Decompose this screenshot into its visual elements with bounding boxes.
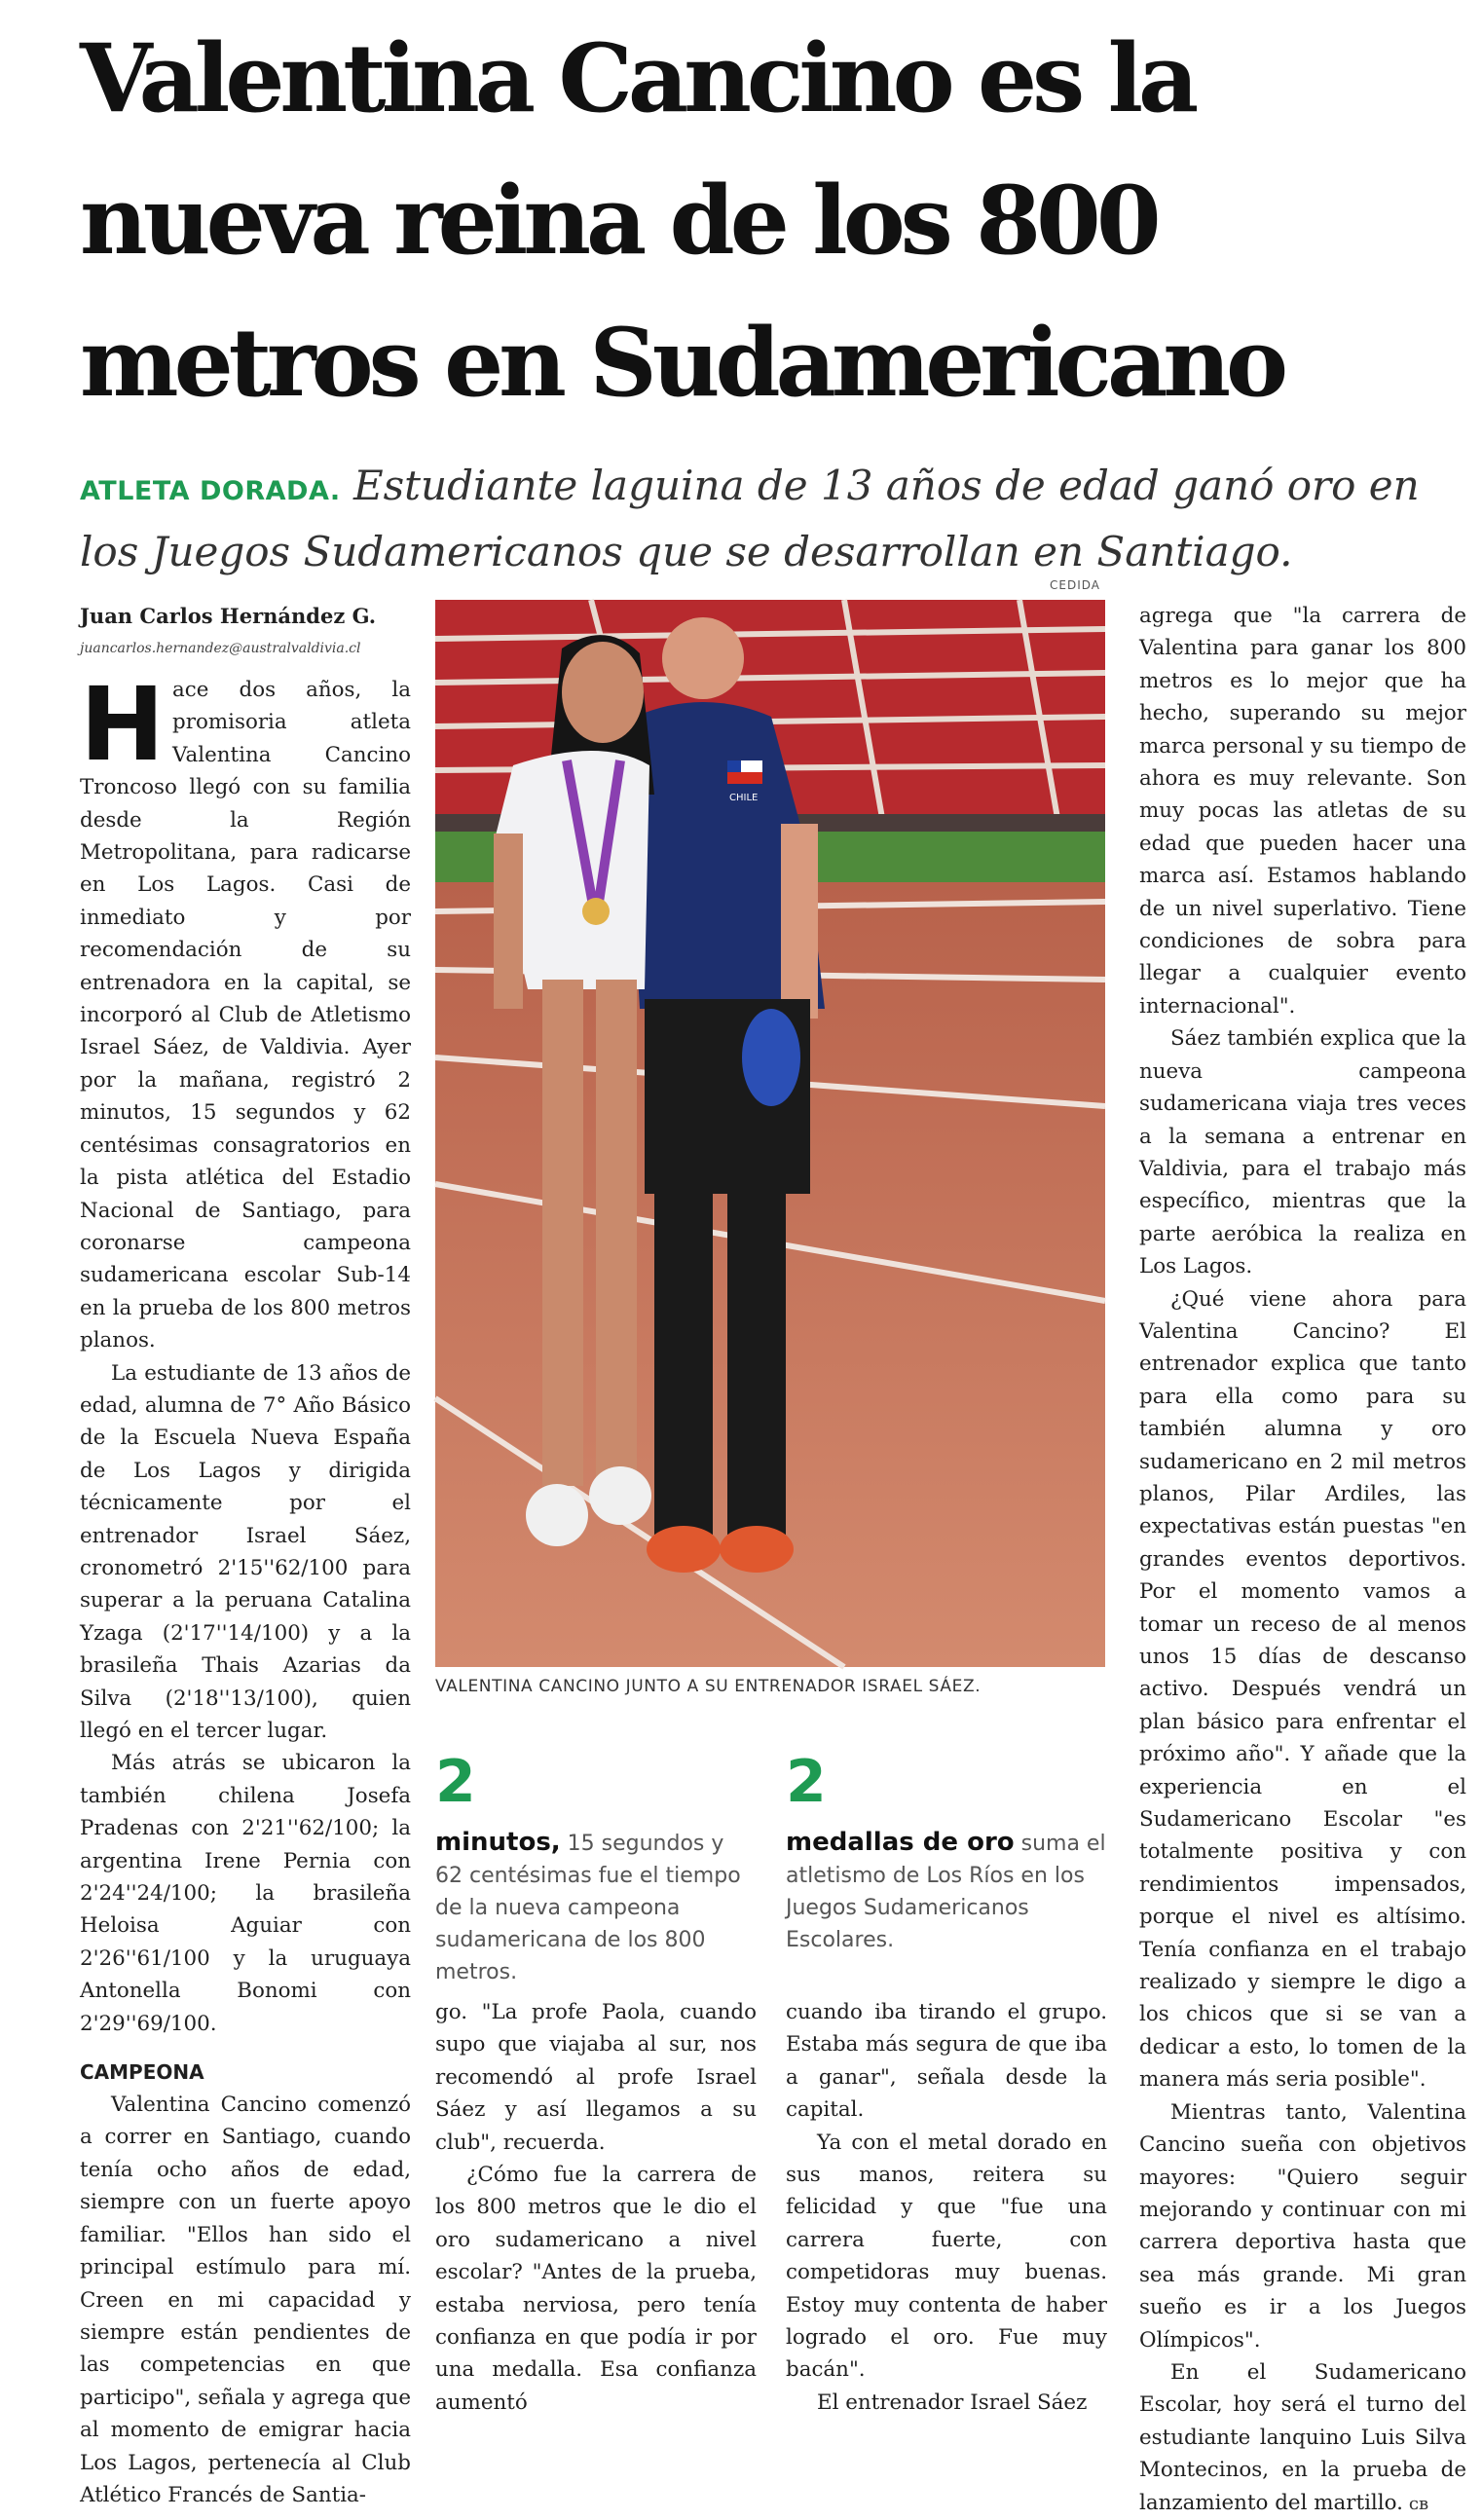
article-column-3: [786, 1996, 1107, 2415]
paragraph-text: En el Sudamericano Escolar, hoy será el turno del estudiante lanquino Luis Silva Montecinos, en la prueba de lanzamiento del martillo.: [1139, 2359, 1466, 2515]
stat-bold-1: minutos,: [435, 1828, 561, 1857]
article-column-1: [80, 600, 411, 2507]
paragraph: [1139, 2356, 1466, 2520]
paragraph: Ya con el metal dorado en sus manos, reitera su felicidad y que "fue una carrera fuerte, con competidoras muy buenas. Estoy muy contenta de haber logrado el oro. Fue muy bacán".: [786, 2130, 1107, 2383]
stat-number-2: 2: [786, 1748, 827, 1816]
subhead: CAMPEONA: [80, 2060, 204, 2085]
photo-illustration: [435, 600, 1105, 1667]
paragraph-text: ace dos años, la promisoria atleta Valentina Cancino Troncoso llegó con su familia desde la Región Metropolitana, para radicarse en Los Lagos. Casi de inmediato y por recomendación de su entrenadora en la capital, se incorporó al Club de Atletismo Israel Sáez, de Valdivia. Ayer por la mañana, registró 2 minutos, 15 segundos y 62 centésimas consagratorios en la pista atlética del Estadio Nacional de Santiago, para coronarse campeona sudamericana escolar Sub-14 en la prueba de los 800 metros planos.: [80, 678, 411, 1353]
deck-text: Estudiante laguina de 13 años de edad ganó oro en los Juegos Sudamericanos que se desarrollan en Santiago.: [80, 462, 1420, 575]
coach-shirt-label: CHILE: [729, 793, 759, 803]
paragraph: go. "La profe Paola, cuando supo que viajaba al sur, nos recomendó al profe Israel Sáez y así llegamos a su club", recuerda.: [435, 2000, 757, 2155]
dropcap: H: [80, 665, 166, 784]
deck: [80, 456, 1463, 582]
end-mark: ᴄʙ: [1408, 2493, 1429, 2514]
paragraph: Mientras tanto, Valentina Cancino sueña con objetivos mayores: "Quiero seguir mejorando y continuar con mi carrera deportiva hasta que sea más grande. Mi gran sueño es ir a los Juegos Olímpicos".: [1139, 2099, 1466, 2353]
stat-bold-2: medallas de oro: [786, 1828, 1015, 1857]
stat-text-1: [435, 1827, 757, 1988]
paragraph: cuando iba tirando el grupo. Estaba más segura de que iba a ganar", señala desde la capital.: [786, 2000, 1107, 2123]
stat-text-2: [786, 1827, 1107, 1956]
stat-desc-1: 15 segundos y 62 centésimas fue el tiempo de la nueva campeona sudamericana de los 800 metros.: [435, 1832, 741, 1984]
stat-desc-2: suma el atletismo de Los Ríos en los Juegos Sudamericanos Escolares.: [786, 1832, 1106, 1952]
paragraph: ¿Cómo fue la carrera de los 800 metros que le dio el oro sudamericano a nivel escolar? "Antes de la prueba, estaba nerviosa, pero tenía confianza en que podía ir por una medalla. Esa confianza aumentó: [435, 2163, 757, 2415]
headline: Valentina Cancino es la nueva reina de los 800 metros en Sudamericano: [80, 23, 1284, 418]
stat-number-1: 2: [435, 1748, 476, 1816]
article-photo: [435, 600, 1105, 1667]
paragraph: [80, 665, 411, 1357]
paragraph: Sáez también explica que la nueva campeona sudamericana viaja tres veces a la semana a entrenar en Valdivia, para el trabajo más específico, mientras que la parte aeróbica la realiza en Los Lagos.: [1139, 1026, 1466, 1279]
paragraph: ¿Qué viene ahora para Valentina Cancino? El entrenador explica que tanto para ella como para su también alumna y oro sudamericano en 2 mil metros planos, Pilar Ardiles, las expectativas están puestas "en grandes eventos deportivos. Por el momento vamos a tomar un receso de al menos unos 15 días de descanso activo. Después vendrá un plan básico para enfrentar el próximo año". Y añade que la experiencia en el Sudamericano Escolar "es totalmente positiva y con rendimientos impensados, porque el nivel es altísimo. Tenía confianza en el trabajo realizado y siempre le digo a los chicos que si se van a dedicar a esto, lo tomen de la manera más seria posible".: [1139, 1286, 1466, 2093]
article-column-2: [435, 1996, 757, 2415]
paragraph: Más atrás se ubicaron la también chilena Josefa Pradenas con 2'21''62/100; la argentina Irene Pernia con 2'24''24/100; la brasileña Heloisa Aguiar con 2'26''61/100 y la uruguaya Antonella Bonomi con 2'29''69/100.: [80, 1751, 411, 2036]
paragraph: agrega que "la carrera de Valentina para ganar los 800 metros es lo mejor que ha hecho, superando su mejor marca personal y su tiempo de ahora es muy relevante. Son muy pocas las atletas de su edad que pueden hacer una marca así. Estamos hablando de un nivel superlativo. Tiene condiciones de sobra para llegar a cualquier evento internacional".: [1139, 604, 1466, 1019]
paragraph: Valentina Cancino comenzó a correr en Santiago, cuando tenía ocho años de edad, siempre con un fuerte apoyo familiar. "Ellos han sido el principal estímulo para mí. Creen en mi capacidad y siempre están pendientes de las competencias en que participo", señala y agrega que al momento de emigrar hacia Los Lagos, pertenecía al Club Atlético Francés de Santia-: [80, 2093, 411, 2507]
paragraph: La estudiante de 13 años de edad, alumna de 7° Año Básico de la Escuela Nueva España de Los Lagos y dirigida técnicamente por el entrenador Israel Sáez, cronometró 2'15''62/100 para superar a la peruana Catalina Yzaga (2'17''14/100) y a la brasileña Thais Azarias da Silva (2'18''13/100), quien llegó en el tercer lugar.: [80, 1360, 411, 1743]
paragraph: El entrenador Israel Sáez: [817, 2390, 1088, 2415]
photo-credit: CEDIDA: [1050, 578, 1100, 592]
byline-email: juancarlos.hernandez@australvaldivia.cl: [80, 641, 361, 656]
photo-caption: VALENTINA CANCINO JUNTO A SU ENTRENADOR ISRAEL SÁEZ.: [435, 1677, 982, 1696]
article-column-4: [1139, 600, 1466, 2515]
deck-tag: ATLETA DORADA.: [80, 476, 341, 506]
byline-author: Juan Carlos Hernández G.: [80, 604, 377, 628]
